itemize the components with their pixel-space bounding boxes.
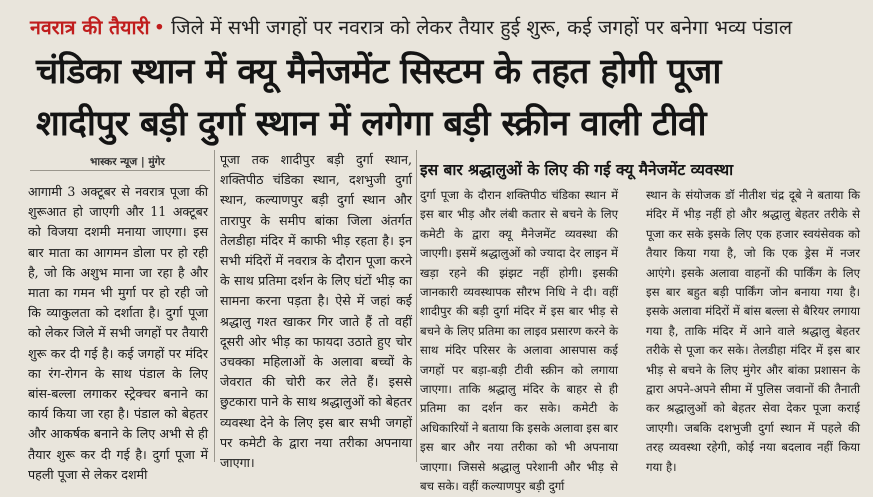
column-3-text: दुर्गा पूजा के दौरान शक्तिपीठ चंडिका स्थान में इस बार भीड़ और लंबी कतार से बचने के लिए कमेटी के द्वारा क्यू मैनेजमेंट व्यवस्था की जाएगी। इसमें श्रद्धालुओं को ज्यादा देर लाइन में खड़ा रहने की झंझट नहीं होगी। इसकी जानकारी व्यवस्थापक सौरभ निधि ने दी। वहीं शादीपुर की बड़ी दुर्गा मंदिर में इस बार भीड़ से बचने के लिए प्रतिमा का लाइव प्रसारण करने के साथ मंदिर परिसर के अलावा आसपास कई जगहों पर बड़ा-बड़ी टीवी स्क्रीन को लगाया जाएगा। ताकि श्रद्धालु मंदिर के बाहर से ही प्रतिमा का दर्शन कर सके। कमेटी के अधिकारियों ने बताया कि इसके अलावा इस बार इस बार और नया तरीका को भी अपनाया जाएगा। जिससे श्रद्धालु परेशानी और भीड़ से बच सके। वहीं कल्याणपुर बड़ी दुर्गा [420, 188, 618, 494]
article-column-1 [28, 182, 208, 482]
article-column-4 [646, 186, 860, 474]
kicker-label: नवरात्र की तैयारी [30, 16, 150, 39]
column-4-text: स्थान के संयोजक डॉ नीतीश चंद्र दूबे ने बताया कि मंदिर में भीड़ नहीं हो और श्रद्धालु बेहतर तरीके से पूजा कर सके इसके लिए एक हजार स्वयंसेवक को तैयार किया गया है, जो कि एक ड्रेस में नजर आएंगे। इसके अलावा वाहनों की पार्किंग के लिए इस बार बहुत बड़ी पार्किंग जोन बनाया गया है। इसके अलावा मंदिरों में बांस बल्ला से बैरियर लगाया गया है, ताकि मंदिर में आने वाले श्रद्धालु बेहतर तरीके से पूजा कर सके। तेलडीहा मंदिर में इस बार भीड़ से बचने के लिए मुंगेर और बांका प्रशासन के द्वारा अपने-अपने सीमा में पुलिस जवानों की तैनाती कर श्रद्धालुओं को बेहतर सेवा देकर पूजा कराई जाएगी। जबकि दशभुजी दुर्गा स्थान में पहले की तरह व्यवस्था रहेगी, कोई नया बदलाव नहीं किया गया है। [646, 188, 860, 474]
subheading: इस बार श्रद्धालुओं के लिए की गई क्यू मैनेजमेंट व्यवस्था [420, 161, 734, 179]
headline-line-2: शादीपुर बड़ी दुर्गा स्थान में लगेगा बड़ी स्क्रीन वाली टीवी [36, 104, 706, 144]
byline-rule [30, 170, 210, 171]
byline: भास्कर न्यूज | मुंगेर [90, 156, 165, 168]
article-column-2 [220, 150, 412, 471]
column-2-text: पूजा तक शादीपुर बड़ी दुर्गा स्थान, शक्तिपीठ चंडिका स्थान, दशभुजी दुर्गा स्थान, कल्याणपुर बड़ी दुर्गा स्थान और तारापुर के समीप बांका जिला अंतर्गत तेलडीहा मंदिर में काफी भीड़ रहता है। इन सभी मंदिरों में नवरात्र के दौरान पूजा करने के साथ प्रतिमा दर्शन के लिए घंटों भीड़ का सामना करना पड़ता है। ऐसे में जहां कई श्रद्धालु गश्त खाकर गिर जाते हैं तो वहीं दूसरी ओर भीड़ का फायदा उठाते हुए चोर उचक्का महिलाओं के अलावा बच्चों के जेवरात की चोरी कर लेते हैं। इससे छुटकारा पाने के साथ श्रद्धालुओं को बेहतर व्यवस्था देने के लिए इस बार सभी जगहों पर कमेटी के द्वारा नया तरीका अपनाया जाएगा। [220, 152, 412, 471]
headline-line-1: चंडिका स्थान में क्यू मैनेजमेंट सिस्टम के तहत होगी पूजा [36, 52, 721, 92]
kicker-line [30, 14, 860, 42]
column-1-text: आगामी 3 अक्टूबर से नवरात्र पूजा की शुरूआत हो जाएगी और 11 अक्टूबर को विजया दशमी मनाया जाएगा। इस बार माता का आगमन डोला पर हो रही है, जो कि अशुभ माना जा रहा है और माता का गमन भी मुर्गा पर हो रही जो कि व्याकुलता को दर्शाता है। दुर्गा पूजा को लेकर जिले में सभी जगहों पर तैयारी शुरू कर दी गई है। कई जगहों पर मंदिर का रंग-रोगन के साथ पंडाल के लिए बांस-बल्ला लगाकर स्ट्रेक्चर बनाने का कार्य किया जा रहा है। पंडाल को बेहतर और आकर्षक बनाने के लिए अभी से ही तैयार शुरू कर दी गई है। दुर्गा पूजा में पहली पूजा से लेकर दशमी [28, 184, 208, 482]
kicker-separator: • [153, 16, 166, 39]
column-divider-2 [416, 150, 417, 462]
kicker-text: जिले में सभी जगहों पर नवरात्र को लेकर तैयार हुई शुरू, कई जगहों पर बनेगा भव्य पंडाल [171, 16, 793, 39]
article-column-3 [420, 186, 618, 494]
column-divider-1 [214, 150, 215, 462]
